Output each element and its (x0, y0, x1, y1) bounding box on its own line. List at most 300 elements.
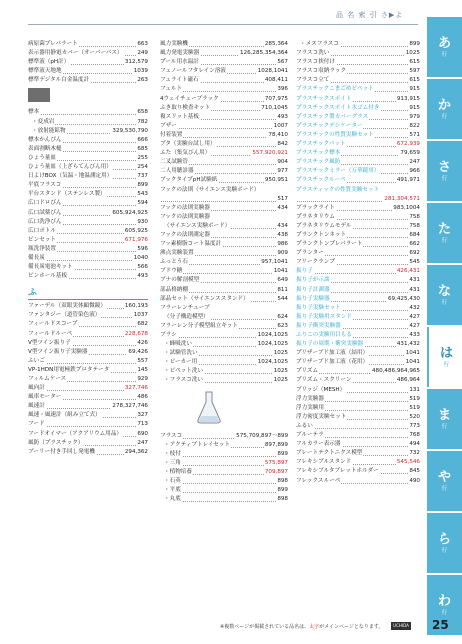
tab-gyo: 行 (441, 51, 448, 58)
entry-name: プランター (296, 250, 324, 257)
entry-page: 782 (136, 118, 148, 127)
index-entry (28, 311, 148, 320)
entry-name: プラスチックデシケーター (296, 122, 363, 129)
entry-name: ・平底 (160, 487, 182, 493)
entry-name: ピンセット (28, 236, 56, 243)
tab-ま[interactable] (427, 389, 462, 449)
index-entry (28, 199, 148, 208)
entry-name: 二叉試験管 (160, 159, 188, 166)
entry-page: 596 (136, 245, 148, 254)
index-entry (160, 113, 288, 122)
entry-name: フックの法則実験器 (160, 213, 210, 220)
index-entry (296, 240, 420, 249)
index-entry (160, 367, 288, 376)
entry-name: プリザーブド加工液（結用） (296, 350, 369, 357)
entry-page: 433 (408, 331, 420, 340)
entry-page: 480,486,964,965 (371, 367, 420, 376)
entry-name: プランクトンネット (296, 231, 347, 238)
entry-page: 431,432 (396, 340, 420, 349)
product-thumbnail (28, 88, 50, 102)
entry-name: ブナの解剖模型 (160, 277, 200, 284)
entry-name: フラスコ収納ラック (296, 68, 347, 75)
index-entry (160, 186, 288, 195)
entry-page: 396 (276, 85, 288, 94)
index-entry (28, 254, 148, 263)
index-entry (296, 458, 420, 467)
entry-name: プラスチック製カバーグラス (296, 113, 369, 120)
index-entry (296, 431, 420, 440)
entry-page: 658 (136, 108, 148, 117)
index-entry (296, 122, 420, 131)
index-entry (296, 367, 420, 376)
entry-page: 254 (136, 163, 148, 172)
tab-kana: は (439, 345, 453, 361)
entry-name: ブラシ (160, 332, 177, 338)
entry-page: 950,951 (264, 176, 288, 185)
index-entry (296, 158, 420, 167)
index-entry (296, 231, 420, 240)
entry-name: フェライト磁石 (160, 77, 199, 84)
index-entry (160, 240, 288, 249)
entry-name: プラスチックスポイト (296, 95, 352, 102)
index-entry (28, 218, 148, 227)
column-1 (28, 40, 148, 457)
index-entry (28, 209, 148, 218)
index-entry (296, 358, 420, 367)
entry-page: 899 (276, 486, 288, 495)
entry-name: プラスティックの性質実験セット (296, 186, 380, 193)
index-entry (28, 67, 148, 76)
entry-name: 風向計 (28, 385, 45, 392)
entry-name: フラスコ挟付け (296, 59, 335, 66)
entry-page: 671,976 (124, 236, 148, 245)
entry-page: 545 (408, 258, 420, 267)
entry-page: 278,327,746 (111, 402, 148, 411)
entry-page: 897,899 (264, 441, 288, 450)
index-entry (296, 477, 420, 486)
entry-name: 4ウェイチェーブラック (160, 95, 219, 102)
entry-name: フレキシブルタブレットホルダー (296, 468, 379, 475)
entry-page: 520 (408, 413, 420, 422)
index-entry (28, 154, 148, 163)
entry-page: 986 (276, 240, 288, 249)
index-entry (160, 176, 288, 185)
index-entry (160, 95, 288, 104)
entry-name (296, 196, 297, 202)
entry-name: ファンタジー（道管染色液） (28, 312, 101, 319)
index-entry (296, 204, 420, 213)
entry-name: フックの法則実験器 (160, 204, 210, 211)
entry-name: 備長炭 (28, 254, 45, 261)
entry-name: 風車モーター (28, 394, 62, 401)
entry-name: 沸点実験装置 (160, 250, 194, 257)
entry-name: （サイエンス実験ボード） (160, 223, 231, 229)
entry-page: 898 (276, 477, 288, 486)
kana-tab-nav (427, 17, 462, 637)
index-entry (296, 176, 420, 185)
entry-name: 表示器用静電カバー（オーバーパス） (28, 50, 123, 57)
index-entry (160, 459, 288, 468)
entry-page: 427 (408, 322, 420, 331)
tab-あ[interactable] (427, 17, 462, 77)
entry-name: プラスチックミラー（万華鏡用） (296, 168, 380, 175)
entry-page: 408,411 (264, 76, 288, 85)
entry-name: ふいご (28, 357, 45, 364)
entry-page: 842 (276, 140, 288, 149)
entry-name: ・放射能鉱物 (28, 128, 67, 134)
entry-name: 振り子実験用スタンド (296, 313, 352, 320)
entry-name: プラスチックルーペ (296, 177, 346, 184)
entry-page: 915 (408, 104, 420, 113)
index-entry (28, 58, 148, 67)
entry-page: 1041 (405, 358, 420, 367)
index-entry (160, 195, 288, 204)
index-entry (296, 395, 420, 404)
entry-page: 597 (408, 67, 420, 76)
index-entry (160, 304, 288, 313)
tab-gyo: 行 (441, 485, 448, 492)
entry-page: 662 (408, 240, 420, 249)
column-3 (296, 40, 420, 486)
index-entry (296, 222, 420, 231)
index-entry (160, 441, 288, 450)
tab-kana: あ (437, 35, 451, 51)
index-entry (28, 339, 148, 348)
index-entry (160, 450, 288, 459)
index-entry (296, 213, 420, 222)
entry-name: フラーレンチューブ (160, 304, 210, 311)
entry-page: 707,975 (264, 95, 288, 104)
entry-name: フードオイマー（アクアリウム用品） (28, 430, 123, 437)
entry-page: 898 (276, 495, 288, 504)
entry-page: 758 (408, 213, 420, 222)
index-entry (160, 249, 288, 258)
tab-gyo: 行 (441, 237, 448, 244)
entry-page: 594 (136, 199, 148, 208)
entry-page: 979 (408, 113, 420, 122)
index-entry (296, 85, 420, 94)
entry-page: 845 (408, 467, 420, 476)
index-entry (296, 258, 420, 267)
entry-page: 426 (136, 339, 148, 348)
entry-page: 247 (136, 439, 148, 448)
entry-name: 付着装置 (160, 131, 183, 138)
entry-page: 682 (136, 320, 148, 329)
entry-page: 977 (276, 167, 288, 176)
entry-name: 風力実験機 (160, 41, 188, 47)
entry-page: 486,964 (396, 376, 420, 385)
index-entry (28, 76, 148, 85)
index-entry (160, 67, 288, 76)
entry-name: フラーレン分子模型組立キット (160, 322, 238, 329)
entry-page: 432 (408, 304, 420, 313)
index-entry (296, 467, 420, 476)
index-entry (28, 330, 148, 339)
index-entry (160, 349, 288, 358)
index-entry (160, 140, 288, 149)
entry-page: 710,1045 (260, 104, 288, 113)
index-entry (296, 58, 420, 67)
index-entry (28, 108, 148, 117)
entry-name: プール用水温計 (160, 59, 199, 66)
index-entry (160, 477, 288, 486)
index-entry (296, 286, 420, 295)
entry-name: プラスチックスポイト水ゴム付き (296, 104, 380, 111)
tab-gyo: 行 (441, 299, 448, 306)
tab-kana: わ (437, 593, 451, 609)
index-entry (296, 49, 420, 58)
index-entry (160, 104, 288, 113)
tab-は[interactable] (427, 327, 462, 387)
entry-name: フラスコ洗い (296, 50, 330, 57)
entry-page: 228,678 (124, 330, 148, 339)
entry-name: ふりこの実験用目もる (296, 332, 352, 338)
entry-page: 434 (276, 204, 288, 213)
entry-page: 1039 (133, 67, 148, 76)
tab-さ[interactable] (427, 141, 462, 201)
entry-page: 281,304,571 (383, 195, 420, 204)
index-entry (296, 404, 420, 413)
index-entry (28, 127, 148, 136)
entry-page: 915 (408, 85, 420, 94)
entry-name: 浮力密度実験セット (296, 413, 347, 420)
entry-name: （分子構造模型） (160, 314, 210, 320)
entry-page: 494 (408, 440, 420, 449)
entry-name: 振り子が示談 (296, 277, 330, 284)
entry-page: 899 (136, 181, 148, 190)
entry-name: フェルト (160, 86, 183, 93)
index-entry (160, 468, 288, 477)
index-entry (28, 49, 148, 58)
entry-name: 二人用聴診器 (160, 168, 194, 175)
entry-page: 1024,1025 (257, 340, 288, 349)
tab-kana: ら (437, 531, 451, 547)
index-entry (296, 322, 420, 331)
header-kana: さ▶よ (380, 11, 404, 19)
entry-name: ピンホール基板 (28, 273, 68, 280)
entry-page: 1025 (273, 367, 288, 376)
entry-page: 575,897 (264, 459, 288, 468)
index-entry (160, 495, 288, 504)
entry-name: プランクトンプレパラート (296, 241, 363, 248)
tab-kana: た (437, 221, 451, 237)
entry-name: ブザー (160, 122, 177, 129)
index-entry (160, 58, 288, 67)
index-entry (296, 95, 420, 104)
entry-page: 605,924,925 (111, 209, 148, 218)
tab-kana: さ (437, 159, 451, 175)
page-number: 25 (432, 618, 449, 632)
entry-page: 543 (136, 190, 148, 199)
flask-illustration (196, 390, 222, 424)
index-entry (28, 448, 148, 457)
entry-name: ・ビペット洗い (160, 368, 204, 374)
entry-page: 811 (276, 286, 288, 295)
entry-page: 329,530,790 (111, 127, 148, 136)
index-entry (28, 320, 148, 329)
entry-name: プリズム (296, 368, 319, 375)
entry-page: 709,897 (264, 468, 288, 477)
entry-name: プリズム・スクリーン (296, 377, 352, 384)
index-entry (28, 411, 148, 420)
entry-page: 685 (136, 145, 148, 154)
index-entry (296, 295, 420, 304)
entry-name: 部品格納棚 (160, 286, 188, 293)
index-entry (296, 413, 420, 422)
index-entry (160, 258, 288, 267)
index-entry (296, 331, 420, 340)
index-entry (160, 40, 288, 49)
entry-name: フリークランプ (296, 259, 335, 266)
entry-page: 438 (276, 231, 288, 240)
entry-page: 690 (136, 430, 148, 439)
entry-name: ・三角 (160, 460, 182, 466)
entry-name: 振り子実験器 (296, 295, 330, 302)
index-entry (296, 131, 420, 140)
entry-name: 広口ポトル (28, 227, 56, 234)
tab-gyo: 行 (441, 547, 448, 554)
index-entry (28, 384, 148, 393)
entry-page: 434 (276, 222, 288, 231)
index-entry (28, 357, 148, 366)
index-entry (28, 430, 148, 439)
entry-page: 909 (276, 249, 288, 258)
tab-や[interactable] (427, 451, 462, 511)
entry-name: フード (28, 421, 45, 428)
index-entry (160, 358, 288, 367)
index-entry (296, 67, 420, 76)
index-entry (28, 245, 148, 254)
tab-ら[interactable] (427, 513, 462, 573)
entry-page: 623 (276, 322, 288, 331)
entry-name: 振り子衝突実験器 (296, 322, 341, 329)
entry-name: プラスチックの性質実験セット (296, 131, 374, 138)
index-entry (296, 76, 420, 85)
entry-name: 標準デジタル白金温度計 (28, 77, 90, 84)
entry-name: フレキシブルスタンド (296, 459, 352, 466)
entry-name: ブドウ糖 (160, 268, 183, 275)
index-entry (160, 204, 288, 213)
entry-page: 899 (276, 450, 288, 459)
index-entry (296, 386, 420, 395)
entry-name: プラネタリウムモデル (296, 222, 352, 229)
index-entry (160, 213, 288, 222)
index-entry (28, 402, 148, 411)
index-entry (160, 295, 288, 304)
entry-name: 振り子の周期・衝突実験器 (296, 341, 364, 348)
entry-name: プラスチックこまごめピペット (296, 86, 374, 93)
entry-page: 758 (408, 222, 420, 231)
entry-page: 255 (136, 154, 148, 163)
entry-page: 1040 (133, 254, 148, 263)
entry-name: 風力発電実験器 (160, 50, 200, 57)
index-entry (296, 440, 420, 449)
index-entry (160, 331, 288, 340)
entry-name: ひょう量皿 (28, 154, 56, 161)
entry-name: 部品セット（サイエンススタンド） (160, 295, 249, 302)
entry-page: 615 (408, 58, 420, 67)
index-entry (296, 267, 420, 276)
entry-name: 浮力実験器 (296, 395, 324, 402)
entry-name: 標準液（pH計） (28, 59, 70, 66)
entry-name: 複スリット基板 (160, 113, 199, 120)
entry-page: 768 (408, 431, 420, 440)
entry-page: 1028,1041 (257, 67, 288, 76)
entry-page: 519 (408, 395, 420, 404)
entry-page: 624 (276, 313, 288, 322)
index-entry (28, 172, 148, 181)
index-entry (160, 286, 288, 295)
tab-な[interactable] (427, 265, 462, 325)
tab-gyo: 行 (441, 113, 448, 120)
tab-kana: か (437, 97, 451, 113)
entry-name: 備長炭電池キット (28, 264, 73, 271)
index-entry (160, 158, 288, 167)
entry-page: 327 (136, 411, 148, 420)
entry-page: 929 (136, 375, 148, 384)
entry-name: 浮力実験用 (296, 404, 324, 411)
entry-page: 822 (408, 122, 420, 131)
tab-か[interactable] (427, 79, 462, 139)
entry-name: プリザーブド加工液（花用） (296, 359, 369, 366)
column-2 (160, 40, 288, 504)
index-entry (28, 420, 148, 429)
index-entry (296, 167, 420, 176)
index-entry (160, 432, 288, 441)
tab-gyo: 行 (441, 609, 448, 616)
index-entry (296, 195, 420, 204)
entry-name: ブタ（実験台試し用） (160, 141, 216, 148)
entry-name: 風速・風速計（組み立て式） (28, 412, 101, 419)
tab-gyo: 行 (441, 423, 448, 430)
entry-page: 327,746 (124, 384, 148, 393)
entry-page: 575,709,897〜899 (235, 432, 288, 441)
index-entry (28, 236, 148, 245)
index-entry (296, 276, 420, 285)
index-entry (296, 449, 420, 458)
entry-page: 79,659 (399, 149, 420, 158)
tab-kana: や (437, 469, 451, 485)
entry-page: 431 (408, 276, 420, 285)
entry-name: フェノールフタレイン溶液 (160, 68, 227, 75)
tab-た[interactable] (427, 203, 462, 263)
index-entry (160, 313, 288, 322)
entry-page: 249 (136, 49, 148, 58)
index-entry (160, 222, 288, 231)
entry-page: 615 (408, 76, 420, 85)
entry-page: 486 (136, 393, 148, 402)
entry-page: 78,410 (267, 131, 288, 140)
entry-page: 957,1041 (260, 258, 288, 267)
entry-name: 広口ドロびん (28, 200, 62, 207)
entry-page: 1025 (405, 49, 420, 58)
entry-page: 1041 (273, 267, 288, 276)
entry-name: 病原菌プレパラート (28, 41, 78, 47)
index-entry (28, 227, 148, 236)
entry-page: 427 (408, 313, 420, 322)
entry-name: ブレートテクトニクス模型 (296, 450, 363, 457)
index-entry (28, 302, 148, 311)
entry-page: 1007 (273, 122, 288, 131)
entry-page: 713 (136, 420, 148, 429)
index-entry (28, 190, 148, 199)
index-entry (28, 163, 148, 172)
entry-page: 69,425,430 (387, 295, 420, 304)
index-entry (28, 393, 148, 402)
entry-page: 566 (136, 263, 148, 272)
header-title: 品 名 索 引 (336, 11, 378, 19)
index-entry (296, 249, 420, 258)
